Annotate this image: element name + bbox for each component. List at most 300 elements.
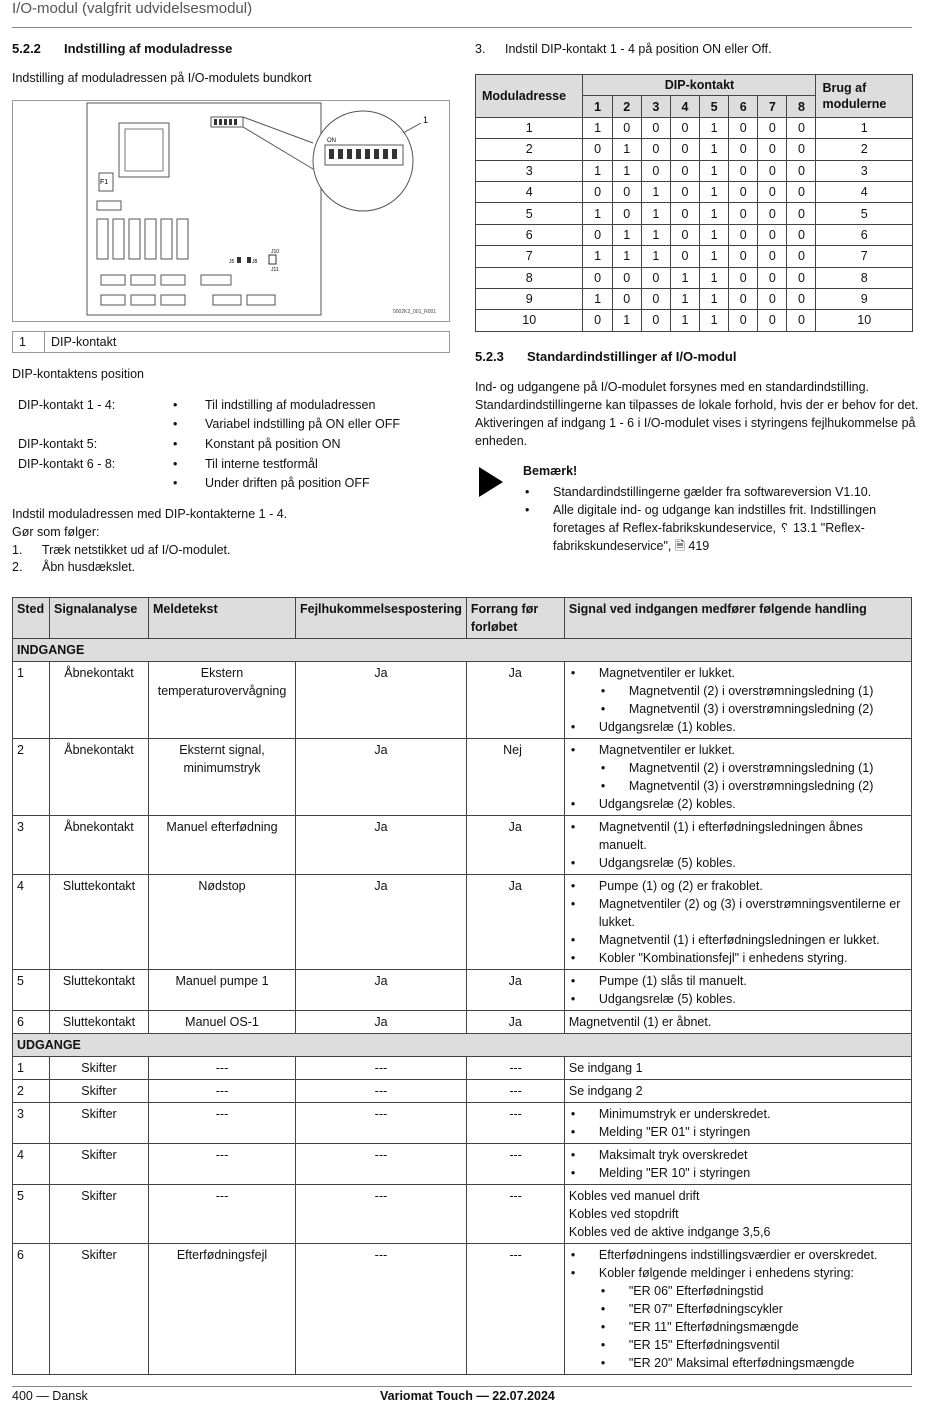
cell-message: --- [149,1080,296,1103]
dip-col-header: 2 [612,96,641,117]
action-item: • Udgangsrelæ (5) kobles. [569,854,907,872]
dip-cell: 0 [758,267,787,288]
dip-cell: 0 [641,288,670,309]
cell-action [564,1057,911,1080]
cell-error-log: Ja [296,875,467,970]
dip-cell: 0 [729,139,758,160]
dip-cell: 0 [583,224,612,245]
note-item-text: • Alle digitale ind- og udgange kan indstilles frit. Indstillingen [553,503,877,517]
dip-cell: 1 [641,181,670,202]
cell-priority: Ja [466,662,564,739]
cell-action [564,970,911,1011]
dip-cell: 0 [729,203,758,224]
cell-error-log: --- [296,1185,467,1244]
set-address-text: Indstil moduladressen med DIP-kontakterne 1 - 4. [12,507,288,521]
dip-cell: 1 [699,310,728,331]
dip-cell: 1 [612,224,641,245]
dip-row-key: DIP-kontakt 1 - 4: [18,398,116,412]
dip-cell: 1 [699,139,728,160]
address-cell: 10 [476,310,583,331]
dip-cell: 0 [729,267,758,288]
cell-sted: 3 [13,1103,50,1144]
dip-row-item: Til indstilling af moduladressen [205,398,376,412]
cell-signal: Sluttekontakt [50,875,149,970]
use-cell: 9 [816,288,913,309]
action-item: • Udgangsrelæ (5) kobles. [569,990,907,1008]
cell-message: --- [149,1185,296,1244]
dip-col-header: 1 [583,96,612,117]
step-number: 1. [12,543,23,557]
action-item: • Udgangsrelæ (1) kobles. [569,718,907,736]
signal-table [12,597,912,1375]
dip-cell: 1 [583,117,612,138]
dip-address-table [475,74,913,332]
dip-cell: 0 [670,203,699,224]
action-item: • Kobler følgende meldinger i enhedens styring: [569,1264,907,1282]
section-label: INDGANGE [13,639,912,662]
table-row [13,1185,912,1244]
cell-signal: Åbnekontakt [50,662,149,739]
action-item: • Magnetventil (1) i efterfødningsledningen er lukket. [569,931,907,949]
bullet-dot: • [173,476,178,490]
col-header-address: Moduladresse [476,75,583,118]
cell-message: Manuel efterfødning [149,816,296,875]
dip-cell: 1 [699,224,728,245]
dip-cell: 0 [670,139,699,160]
cell-signal: Åbnekontakt [50,739,149,816]
footer-doc: Variomat Touch — 22.07.2024 [380,1389,555,1403]
note-item-text: foretages af Reflex-fabrikskundeservice, ␦ 13.1 "Reflex- [553,521,865,535]
col-header-message: Meldetekst [149,598,296,639]
dip-cell: 0 [612,181,641,202]
dip-cell: 1 [583,246,612,267]
step-1 [12,543,231,557]
col-header-signal: Signalanalyse [50,598,149,639]
cell-signal: Sluttekontakt [50,1011,149,1034]
figure-code: 0002K2_001_R001 [393,309,437,315]
section-heading-5-2-3 [475,349,736,364]
col-header-action: Signal ved indgangen medfører følgende handling [564,598,911,639]
page-header: I/O-modul (valgfrit udvidelsesmodul) [12,0,253,17]
dip-cell: 0 [787,288,816,309]
cell-sted: 1 [13,1057,50,1080]
cell-sted: 1 [13,662,50,739]
address-cell: 7 [476,246,583,267]
table-row [476,310,913,331]
dip-cell: 0 [787,246,816,267]
dip-row-key: DIP-kontakt 6 - 8: [18,457,116,471]
dip-cell: 1 [670,288,699,309]
dip-col-header: 4 [670,96,699,117]
note-arrow-icon [479,467,503,497]
address-cell: 4 [476,181,583,202]
table-row [13,1011,912,1034]
dip-cell: 0 [758,246,787,267]
address-cell: 5 [476,203,583,224]
table-row [476,246,913,267]
footer-page: 400 — Dansk [12,1389,88,1403]
note-list [523,483,913,555]
cell-sted: 4 [13,1144,50,1185]
step-number: 3. [475,42,486,56]
cell-error-log: Ja [296,816,467,875]
col-header-error-log: Fejlhukommelsespostering [296,598,467,639]
intro-text: Indstilling af moduladressen på I/O-modulets bundkort [12,71,312,85]
action-item: • "ER 07" Efterfødningscykler [569,1300,907,1318]
dip-cell: 0 [758,117,787,138]
action-item: • Magnetventil (3) i overstrømningsledning (2) [569,777,907,795]
dip-cell: 0 [787,117,816,138]
do-as-follows-text: Gør som følger: [12,525,100,539]
dip-cell: 1 [699,288,728,309]
cell-priority: --- [466,1144,564,1185]
cell-action [564,816,911,875]
j8-label: J8 [252,259,258,265]
step-3 [475,42,772,56]
dip-row-key: DIP-kontakt 5: [18,437,98,451]
action-item: • Magnetventiler er lukket. [569,664,907,682]
dip-cell: 1 [699,181,728,202]
action-item: Magnetventil (1) er åbnet. [568,1015,712,1029]
cell-error-log: --- [296,1080,467,1103]
cell-message: Manuel OS-1 [149,1011,296,1034]
circuit-board-figure [12,100,450,322]
cell-sted: 6 [13,1011,50,1034]
cell-action [564,1185,911,1244]
dip-cell: 0 [758,288,787,309]
dip-cell: 0 [612,203,641,224]
cell-action [564,1244,911,1375]
cell-action [564,739,911,816]
dip-cell: 1 [612,310,641,331]
heading-number: 5.2.3 [475,349,504,364]
heading-number: 5.2.2 [12,41,41,56]
use-cell: 3 [816,160,913,181]
action-item: Se indgang 1 [568,1061,643,1075]
cell-sted: 2 [13,1080,50,1103]
f1-label: F1 [100,179,109,186]
cell-priority: --- [466,1080,564,1103]
dip-cell: 0 [583,310,612,331]
cell-message: Nødstop [149,875,296,970]
table-row [13,1144,912,1185]
cell-action [564,1080,911,1103]
table-row [476,160,913,181]
step-text: Indstil DIP-kontakt 1 - 4 på position ON eller Off. [505,42,772,56]
dip-col-header: 6 [729,96,758,117]
heading-text: Indstilling af moduladresse [64,41,233,56]
dip-cell: 0 [729,160,758,181]
dip-cell: 1 [612,246,641,267]
use-cell: 5 [816,203,913,224]
figure-legend [12,331,450,353]
dip-cell: 1 [641,203,670,224]
note-item [523,483,913,501]
table-row [13,875,912,970]
dip-cell: 0 [758,139,787,160]
cell-sted: 2 [13,739,50,816]
j5-label: J5 [229,259,235,265]
dip-cell: 0 [787,181,816,202]
table-row [13,739,912,816]
action-item: • "ER 11" Efterfødningsmængde [569,1318,907,1336]
dip-cell: 0 [729,181,758,202]
dip-cell: 0 [758,181,787,202]
dip-cell: 0 [670,246,699,267]
header-divider [12,27,912,28]
dip-cell: 0 [641,160,670,181]
cell-priority: Ja [466,816,564,875]
action-item: • Magnetventil (2) i overstrømningsledning (1) [569,759,907,777]
action-item: • Kobler "Kombinationsfejl" i enhedens styring. [569,949,907,967]
action-item: • Magnetventiler (2) og (3) i overstrømningsventilerne er lukket. [569,895,907,931]
section-heading-5-2-2 [12,41,232,56]
dip-cell: 1 [670,267,699,288]
cell-sted: 3 [13,816,50,875]
dip-cell: 0 [670,160,699,181]
cell-signal: Skifter [50,1144,149,1185]
step-number: 2. [12,560,23,574]
cell-priority: --- [466,1244,564,1375]
dip-cell: 1 [641,246,670,267]
note-title: Bemærk! [523,464,578,478]
standard-settings-paragraph [475,378,918,450]
action-item: • Pumpe (1) slås til manuelt. [569,972,907,990]
dip-cell: 0 [729,288,758,309]
dip-cell: 1 [583,203,612,224]
cell-priority: --- [466,1185,564,1244]
dip-cell: 0 [758,203,787,224]
dip-cell: 0 [787,267,816,288]
cell-priority: Ja [466,970,564,1011]
cell-sted: 5 [13,1185,50,1244]
cell-message: Eksternt signal, minimumstryk [149,739,296,816]
cell-action [564,1011,911,1034]
action-item: • Magnetventil (1) i efterfødningsledningen åbnes manuelt. [569,818,907,854]
dip-col-header: 8 [787,96,816,117]
callout-number: 1 [423,115,429,125]
table-row [476,267,913,288]
table-row [13,1103,912,1144]
dip-cell: 0 [612,267,641,288]
use-cell: 2 [816,139,913,160]
cell-error-log: Ja [296,970,467,1011]
use-cell: 6 [816,224,913,245]
address-cell: 3 [476,160,583,181]
dip-row-item: Variabel indstilling på ON eller OFF [205,417,400,431]
action-item: • "ER 06" Efterfødningstid [569,1282,907,1300]
step-text: Træk netstikket ud af I/O-modulet. [42,543,231,557]
action-item: • Minimumstryk er underskredet. [569,1105,907,1123]
cell-priority: --- [466,1103,564,1144]
dip-cell: 1 [583,160,612,181]
dip-cell: 0 [641,117,670,138]
cell-message: Efterfødningsfejl [149,1244,296,1375]
dip-cell: 0 [787,203,816,224]
col-header-sted: Sted [13,598,50,639]
col-header-use: Brug af modulerne [816,75,913,118]
use-cell: 1 [816,117,913,138]
table-row [13,1057,912,1080]
bullet-dot: • [173,437,178,451]
section-row [13,1034,912,1057]
dip-col-header: 7 [758,96,787,117]
cell-action [564,1144,911,1185]
cell-signal: Skifter [50,1185,149,1244]
col-header-dip: DIP-kontakt [583,75,816,96]
use-cell: 4 [816,181,913,202]
table-row [476,288,913,309]
paragraph-line: enheden. [475,434,528,448]
bullet-dot: • [173,417,178,431]
dip-row-item: Under driften på position OFF [205,476,370,490]
address-cell: 8 [476,267,583,288]
action-item: • "ER 20" Maksimal efterfødningsmængde [569,1354,907,1372]
action-item: • Udgangsrelæ (2) kobles. [569,795,907,813]
paragraph-line: Aktiveringen af indgang 1 - 6 i I/O-modulet vises i styringens fejlhukommelse på [475,416,916,430]
cell-priority: Nej [466,739,564,816]
legend-number: 1 [13,332,45,352]
cell-sted: 6 [13,1244,50,1375]
dip-cell: 1 [699,117,728,138]
note-item-text: fabrikskundeservice", 🗎 419 [553,539,710,553]
dip-cell: 0 [612,288,641,309]
dip-cell: 0 [641,139,670,160]
cell-message: --- [149,1144,296,1185]
cell-message: --- [149,1057,296,1080]
dip-cell: 0 [612,117,641,138]
action-item: • Melding "ER 01" i styringen [569,1123,907,1141]
cell-action [564,662,911,739]
dip-cell: 0 [758,160,787,181]
dip-cell: 0 [729,310,758,331]
cell-error-log: Ja [296,662,467,739]
table-row [13,1080,912,1103]
dip-cell: 0 [670,224,699,245]
dip-cell: 0 [787,224,816,245]
cell-signal: Sluttekontakt [50,970,149,1011]
dip-cell: 0 [787,139,816,160]
cell-signal: Skifter [50,1244,149,1375]
action-item: Se indgang 2 [568,1084,643,1098]
cell-signal: Skifter [50,1057,149,1080]
cell-error-log: Ja [296,1011,467,1034]
table-row [13,970,912,1011]
action-item: Kobles ved de aktive indgange 3,5,6 [568,1225,771,1239]
cell-signal: Skifter [50,1080,149,1103]
cell-sted: 4 [13,875,50,970]
action-item: • Efterfødningens indstillingsværdier er overskredet. [569,1246,907,1264]
use-cell: 10 [816,310,913,331]
cell-signal: Skifter [50,1103,149,1144]
action-item: Kobles ved stopdrift [568,1207,679,1221]
cell-message: --- [149,1103,296,1144]
dip-cell: 0 [583,181,612,202]
action-item: • Maksimalt tryk overskredet [569,1146,907,1164]
heading-text: Standardindstillinger af I/O-modul [527,349,737,364]
table-row [476,117,913,138]
footer-divider [12,1386,912,1387]
cell-message: Ekstern temperaturovervågning [149,662,296,739]
address-cell: 6 [476,224,583,245]
circuit-board-drawing [13,101,449,321]
dip-cell: 0 [670,117,699,138]
cell-sted: 5 [13,970,50,1011]
dip-cell: 1 [699,160,728,181]
j11-label: J11 [271,267,279,273]
legend-text: DIP-kontakt [51,335,117,349]
j10-label: J10 [271,249,280,255]
section-row [13,639,912,662]
col-header-priority: Forrang før forløbet [466,598,564,639]
cell-error-log: --- [296,1244,467,1375]
dip-cell: 0 [758,310,787,331]
use-cell: 7 [816,246,913,267]
note-item [523,501,913,555]
dip-cell: 1 [612,160,641,181]
cell-error-log: --- [296,1103,467,1144]
cell-error-log: --- [296,1144,467,1185]
dip-cell: 1 [670,310,699,331]
action-item: • Magnetventil (2) i overstrømningsledning (1) [569,682,907,700]
table-row [476,139,913,160]
cell-message: Manuel pumpe 1 [149,970,296,1011]
dip-row-item: Konstant på position ON [205,437,341,451]
cell-priority: Ja [466,875,564,970]
table-row [13,816,912,875]
step-text: Åbn husdækslet. [42,560,136,574]
address-cell: 9 [476,288,583,309]
address-cell: 2 [476,139,583,160]
paragraph-line: Standardindstillingerne kan tilpasses de lokale forhold, hvis der er behov for det. [475,398,919,412]
table-row [476,224,913,245]
action-item: • Magnetventiler er lukket. [569,741,907,759]
action-item: • "ER 15" Efterfødningsventil [569,1336,907,1354]
cell-priority: --- [466,1057,564,1080]
table-row [476,203,913,224]
dip-cell: 0 [729,224,758,245]
use-cell: 8 [816,267,913,288]
section-label: UDGANGE [13,1034,912,1057]
dip-position-title: DIP-kontaktens position [12,367,145,381]
dip-col-header: 3 [641,96,670,117]
note-item-text: Standardindstillingerne gælder fra softwareversion V1.10. [553,485,872,499]
action-item: • Pumpe (1) og (2) er frakoblet. [569,877,907,895]
cell-priority: Ja [466,1011,564,1034]
step-2 [12,560,135,574]
dip-cell: 0 [583,139,612,160]
dip-cell: 0 [758,224,787,245]
dip-cell: 1 [699,267,728,288]
dip-col-header: 5 [699,96,728,117]
cell-action [564,875,911,970]
dip-cell: 0 [787,160,816,181]
dip-cell: 0 [583,267,612,288]
dip-cell: 1 [583,288,612,309]
cell-error-log: --- [296,1057,467,1080]
dip-cell: 0 [729,246,758,267]
dip-cell: 0 [729,117,758,138]
bullet-dot: • [173,398,178,412]
dip-cell: 0 [641,267,670,288]
dip-row-item: Til interne testformål [205,457,318,471]
table-row [13,662,912,739]
table-row [476,181,913,202]
dip-cell: 0 [641,310,670,331]
dip-cell: 1 [612,139,641,160]
cell-signal: Åbnekontakt [50,816,149,875]
dip-cell: 1 [699,203,728,224]
